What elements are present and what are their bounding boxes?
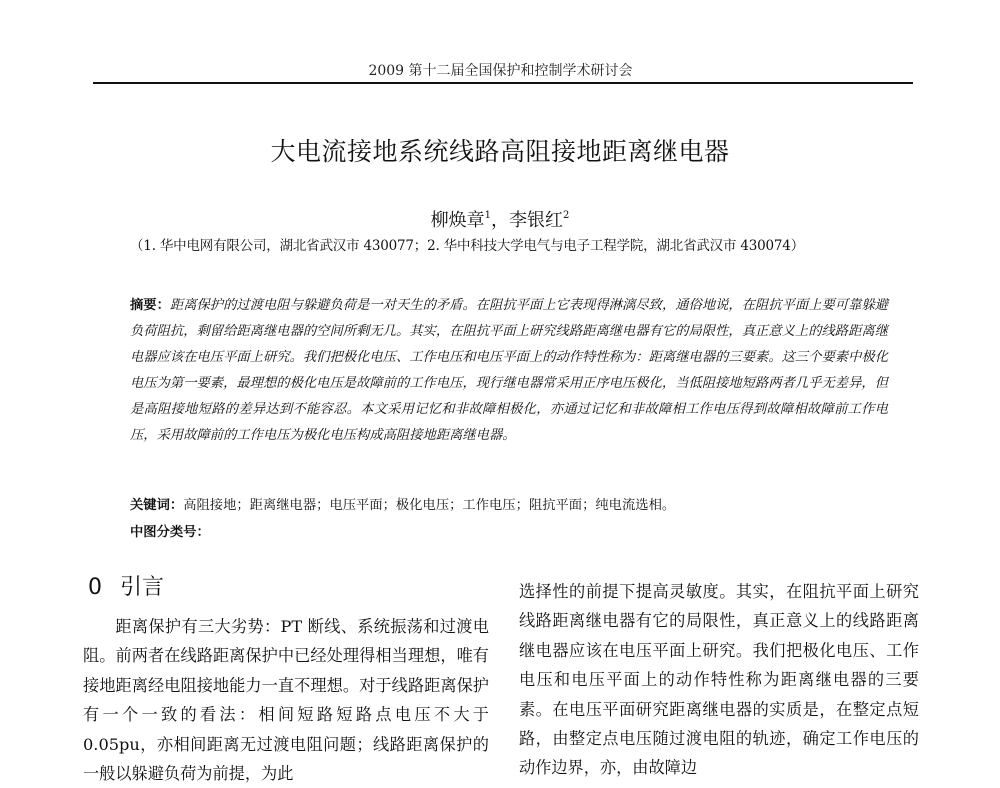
section-heading [88,574,164,602]
running-header: 2009 第十二届全国保护和控制学术研讨会 [368,63,633,79]
author-separator: ， [491,210,509,231]
author-affil-mark: 1 [484,210,491,221]
keywords [130,496,888,516]
author-line [0,205,1000,232]
section-number: 0 [88,575,102,600]
abstract-text: 距离保护的过渡电阻与躲避负荷是一对天生的矛盾。在阻抗平面上它表现得淋漓尽致，通俗地说，在阻抗平面上要可靠躲避负荷阻抗，剩留给距离继电器的空间所剩无几。其实，在阻抗平面上研究线路距离继电器有它的局限性，真正意义上的线路距离继电器应该在电压平面上研究。我们把极化电压、工作电压和电压平面上的动作特性称为：距离继电器的三要素。这三个要素中极化电压为第一要素，最理想的极化电压是故障前的工作电压，现行继电器常采用正序电压极化，当低阻接地短路两者几乎无差异，但是高阻接地短路的差异达到不能容忍。本文采用记忆和非故障相极化，亦通过记忆和非故障相工作电压得到故障相故障前工作电压，采用故障前的工作电压为极化电压构成高阻接地距离继电器。 [130,298,889,443]
clc-label: 中图分类号： [130,525,210,540]
header-divider [93,82,913,84]
body-left-column: 距离保护有三大劣势：PT 断线、系统振荡和过渡电阻。前两者在线路距离保护中已经处理得相当理想，唯有接地距离经电阻接地能力一直不理想。对于线路距离保护有一个一致的看法：相间短路短路点电压不大于 0.05pu，亦相间距离无过渡电阻问题；线路距离保护的一般以躲避负荷为前提，为此 [83,617,489,784]
abstract [130,293,888,449]
affiliations: （1. 华中电网有限公司，湖北省武汉市 430077；2. 华中科技大学电气与电子工程学院，湖北省武汉市 430074） [130,238,804,254]
author-name: 柳焕章 [430,210,485,231]
body-right-column: 选择性的前提下提高灵敏度。其实，在阻抗平面上研究线路距离继电器有它的局限性，真正意义上的线路距离继电器应该在电压平面上研究。我们把极化电压、工作电压和电压平面上的动作特性称为距离继电器的三要素。在电压平面研究距离继电器的实质是，在整定点短路，由整定点电压随过渡电阻的轨迹，确定工作电压的动作边界，亦，由故障边 [519,582,919,778]
author-affil-mark: 2 [563,210,570,221]
classification-number [130,523,888,543]
abstract-label: 摘要： [130,298,170,313]
keywords-label: 关键词： [130,498,184,513]
keywords-text: 高阻接地；距离继电器；电压平面；极化电压；工作电压；阻抗平面；纯电流选相。 [183,498,676,513]
section-title: 引言 [120,575,165,600]
paper-title: 大电流接地系统线路高阻接地距离继电器 [270,137,730,166]
author-name: 李银红 [509,210,563,231]
